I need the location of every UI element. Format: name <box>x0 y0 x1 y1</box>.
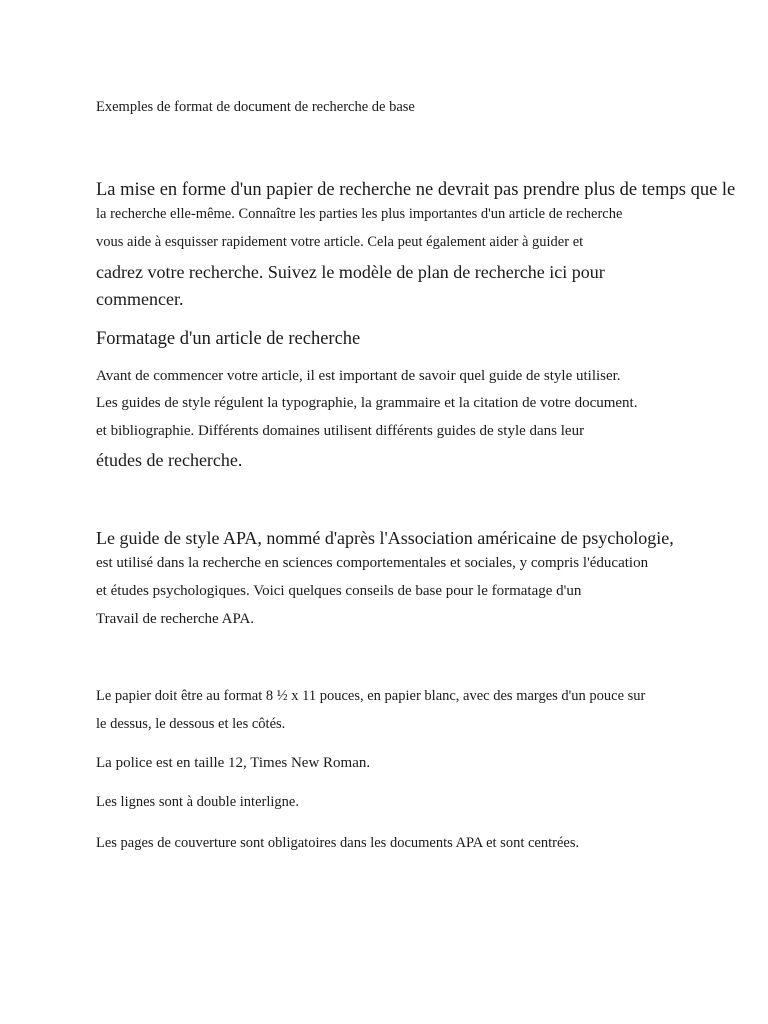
tip-line-1: Le papier doit être au format 8 ½ x 11 pouces, en papier blanc, avec des marges d'un pouce sur <box>96 688 646 704</box>
tip-line-2: le dessus, le dessous et les côtés. <box>96 716 286 732</box>
document-header: Exemples de format de document de recherche de base <box>96 99 415 115</box>
section-heading: Formatage d'un article de recherche <box>96 329 361 349</box>
apa-line-2: est utilisé dans la recherche en sciences comportementales et sociales, y compris l'éducation <box>96 555 649 571</box>
intro-line-1: La mise en forme d'un papier de recherche ne devrait pas prendre plus de temps que le <box>96 180 736 200</box>
apa-line-3: et études psychologiques. Voici quelques conseils de base pour le formatage d'un <box>96 583 582 599</box>
style-guide-line-3: et bibliographie. Différents domaines utilisent différents guides de style dans leur <box>96 423 585 439</box>
tip-line-3: La police est en taille 12, Times New Roman. <box>96 755 371 771</box>
tip-line-4: Les lignes sont à double interligne. <box>96 794 299 810</box>
intro-line-2: la recherche elle-même. Connaître les parties les plus importantes d'un article de recherche <box>96 206 623 222</box>
intro-line-3: vous aide à esquisser rapidement votre article. Cela peut également aider à guider et <box>96 234 584 250</box>
intro-line-5: commencer. <box>96 289 184 309</box>
tip-line-5: Les pages de couverture sont obligatoires dans les documents APA et sont centrées. <box>96 835 580 851</box>
apa-line-1: Le guide de style APA, nommé d'après l'Association américaine de psychologie, <box>96 528 674 548</box>
apa-line-4: Travail de recherche APA. <box>96 611 255 627</box>
style-guide-line-4: études de recherche. <box>96 450 243 470</box>
style-guide-line-1: Avant de commencer votre article, il est important de savoir quel guide de style utiliser. <box>96 368 621 384</box>
intro-line-4: cadrez votre recherche. Suivez le modèle de plan de recherche ici pour <box>96 262 605 282</box>
style-guide-line-2: Les guides de style régulent la typographie, la grammaire et la citation de votre document. <box>96 395 638 411</box>
